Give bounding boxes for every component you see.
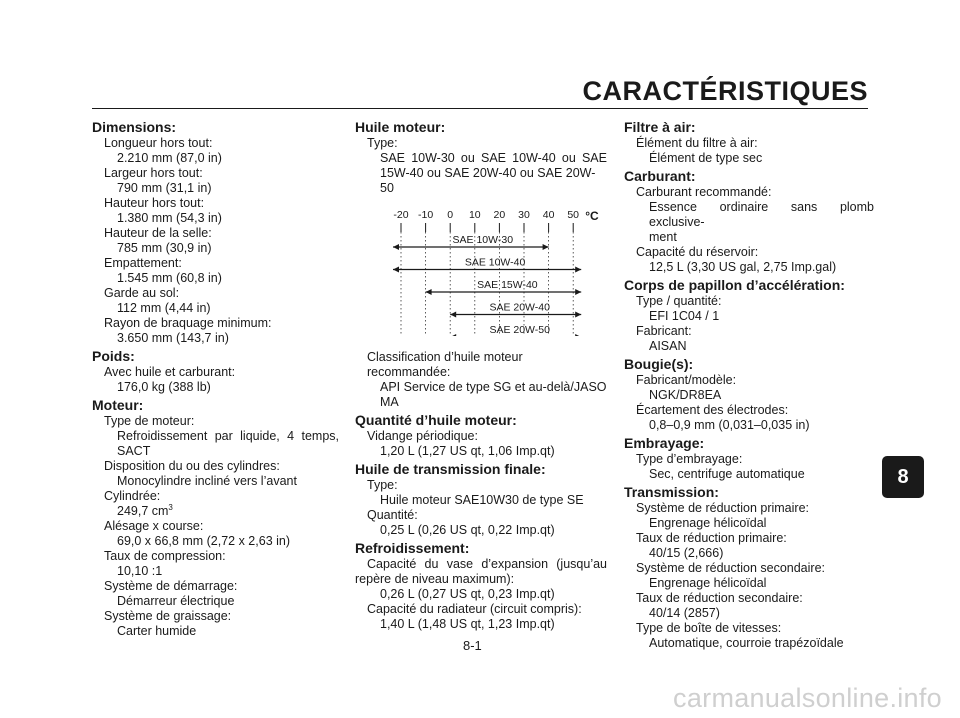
spec-label: Avec huile et carburant:: [104, 365, 236, 379]
spec-label: Écartement des électrodes:: [636, 403, 789, 417]
spec-list: [624, 501, 874, 651]
tick-label: 10: [468, 209, 481, 221]
spec-label: Taux de réduction secondaire:: [636, 591, 803, 605]
spec-value: 0,25 L (0,26 US qt, 0,22 Imp.qt): [380, 523, 555, 537]
watermark: carmanualsonline.info: [673, 683, 942, 713]
spec-value: MA: [380, 395, 399, 409]
spec-value: SACT: [117, 444, 151, 458]
tick-label: 20: [493, 209, 506, 221]
spec-label: Type de moteur:: [104, 414, 195, 428]
spec-label: Taux de compression:: [104, 549, 226, 563]
oil-viscosity-chart: [355, 206, 607, 336]
spec-value: 1,40 L (1,48 US qt, 1,23 Imp.qt): [380, 617, 555, 631]
column-middle: [355, 117, 607, 632]
spec-label: Type / quantité:: [636, 294, 722, 308]
range-arrow-left: [450, 312, 456, 318]
range-arrow-right: [575, 289, 581, 295]
range-arrow-right: [543, 244, 549, 250]
tick-label: 40: [542, 209, 555, 221]
section-heading: Moteur:: [92, 397, 144, 413]
section-heading: Poids:: [92, 348, 135, 364]
spec-value: ment: [649, 230, 677, 244]
series-label: SAE 20W-40: [489, 301, 550, 314]
range-arrow-right: [575, 334, 581, 336]
series-label: SAE 15W-40: [477, 279, 538, 291]
spec-value: Refroidissement par liquide, 4 temps,: [117, 429, 339, 443]
spec-value: 12,5 L (3,30 US gal, 2,75 Imp.gal): [649, 260, 837, 274]
spec-label: Garde au sol:: [104, 286, 180, 300]
spec-list: [92, 519, 339, 639]
range-arrow-left: [426, 289, 432, 295]
spec-label: Système de réduction primaire:: [636, 501, 809, 515]
spec-label: Carburant recommandé:: [636, 185, 772, 199]
spec-label: Quantité:: [367, 508, 418, 522]
cylinder-volume: 249,7 cm: [117, 504, 169, 518]
section-heading: Huile de transmission finale:: [355, 461, 546, 477]
tick-label: 0: [447, 209, 454, 221]
spec-list: [624, 245, 874, 275]
spec-value: 176,0 kg (388 lb): [117, 380, 211, 394]
section-heading: Transmission:: [624, 484, 719, 500]
spec-label: Élément du filtre à air:: [636, 136, 758, 150]
spec-label: Disposition du ou des cylindres:: [104, 459, 280, 473]
spec-label: Hauteur de la selle:: [104, 226, 212, 240]
spec-label: Fabricant:: [636, 324, 692, 338]
chapter-tab[interactable]: 8: [882, 456, 924, 498]
spec-label: Type:: [367, 136, 398, 150]
section-heading: Quantité d’huile moteur:: [355, 412, 517, 428]
spec-value: 1,20 L (1,27 US qt, 1,06 Imp.qt): [380, 444, 555, 458]
column-right: [624, 117, 874, 651]
spec-value: [92, 504, 339, 519]
spec-label: Type d’embrayage:: [636, 452, 743, 466]
spec-label: Rayon de braquage minimum:: [104, 316, 272, 330]
spec-value: 40/15 (2,666): [649, 546, 724, 560]
spec-list: [355, 429, 607, 459]
spec-label: Alésage x course:: [104, 519, 204, 533]
spec-value: Automatique, courroie trapézoïdale: [649, 636, 844, 650]
spec-value: 15W-40 ou SAE 20W-40 ou SAE 20W-50: [380, 166, 596, 195]
spec-value: SAE 10W-30 ou SAE 10W-40 ou SAE: [380, 151, 607, 165]
section-heading: Corps de papillon d’accélération:: [624, 277, 845, 293]
spec-value: EFI 1C04 / 1: [649, 309, 720, 323]
tick-label: 50: [567, 209, 580, 221]
unit-label: °C: [585, 209, 599, 223]
page-title: CARACTÉRISTIQUES: [582, 76, 868, 106]
spec-value: 2.210 mm (87,0 in): [117, 151, 222, 165]
spec-value: Huile moteur SAE10W30 de type SE: [380, 493, 584, 507]
spec-label: Capacité du réservoir:: [636, 245, 759, 259]
spec-list: [355, 587, 607, 632]
spec-value: 112 mm (4,44 in): [117, 301, 211, 315]
spec-label: Capacité du vase d’expansion (jusqu’au: [367, 557, 607, 571]
spec-label: Système de graissage:: [104, 609, 232, 623]
spec-value: API Service de type SG et au-delà/JASO: [380, 380, 607, 394]
spec-value: Élément de type sec: [649, 151, 763, 165]
spec-value: 3.650 mm (143,7 in): [117, 331, 229, 345]
spec-value: Sec, centrifuge automatique: [649, 467, 805, 481]
range-arrow-left: [450, 334, 456, 336]
range-arrow-left: [393, 267, 399, 273]
spec-value: Essence ordinaire sans plomb exclusive-: [649, 200, 874, 229]
series-label: SAE 10W-40: [464, 256, 526, 269]
section-heading: Dimensions:: [92, 119, 177, 135]
spec-value: Démarreur électrique: [117, 594, 235, 608]
oil-viscosity-chart-svg: [355, 206, 607, 336]
spec-value: Engrenage hélicoïdal: [649, 576, 767, 590]
page-number: 8-1: [463, 638, 482, 653]
spec-value: 1.380 mm (54,3 in): [117, 211, 222, 225]
section-heading: Bougie(s):: [624, 356, 694, 372]
spec-value: Carter humide: [117, 624, 197, 638]
section-heading: Filtre à air:: [624, 119, 696, 135]
spec-list: [624, 136, 874, 166]
spec-label: Largeur hors tout:: [104, 166, 203, 180]
spec-list: [92, 365, 339, 395]
spec-label: Hauteur hors tout:: [104, 196, 205, 210]
spec-value: 10,10 :1: [117, 564, 163, 578]
spec-label: Capacité du radiateur (circuit compris):: [367, 602, 582, 616]
spec-label: Classification d’huile moteur recommandée:: [367, 350, 523, 379]
tick-label: -10: [418, 209, 434, 221]
spec-label: Système de réduction secondaire:: [636, 561, 825, 575]
spec-label: Type de boîte de vitesses:: [636, 621, 782, 635]
spec-value: 785 mm (30,9 in): [117, 241, 212, 255]
section-heading: Huile moteur:: [355, 119, 446, 135]
range-arrow-left: [393, 244, 399, 250]
spec-label: Vidange périodique:: [367, 429, 478, 443]
series-label: SAE 10W-30: [452, 234, 514, 246]
spec-value: 0,8–0,9 mm (0,031–0,035 in): [649, 418, 810, 432]
title-rule: [92, 108, 868, 109]
spec-label: repère de niveau maximum):: [355, 572, 515, 586]
range-arrow-right: [575, 312, 581, 318]
spec-value: 0,26 L (0,27 US qt, 0,23 Imp.qt): [380, 587, 555, 601]
section-heading: Embrayage:: [624, 435, 705, 451]
spec-value: 790 mm (31,1 in): [117, 181, 212, 195]
spec-value: 40/14 (2857): [649, 606, 720, 620]
tick-label: -20: [393, 209, 409, 221]
spec-list: [92, 136, 339, 346]
spec-list: [624, 373, 874, 433]
spec-value: Monocylindre incliné vers l’avant: [117, 474, 297, 488]
spec-label: Fabricant/modèle:: [636, 373, 737, 387]
spec-value: 1.545 mm (60,8 in): [117, 271, 222, 285]
spec-label: Cylindrée:: [104, 489, 161, 503]
range-arrow-right: [575, 267, 581, 273]
spec-list: [624, 452, 874, 482]
column-left: [92, 117, 339, 639]
section-heading: Carburant:: [624, 168, 696, 184]
spec-label: Taux de réduction primaire:: [636, 531, 787, 545]
spec-value: Engrenage hélicoïdal: [649, 516, 767, 530]
spec-label: Empattement:: [104, 256, 182, 270]
spec-value: 69,0 x 66,8 mm (2,72 x 2,63 in): [117, 534, 291, 548]
spec-list: [624, 294, 874, 354]
spec-label: Système de démarrage:: [104, 579, 238, 593]
section-heading: Refroidissement:: [355, 540, 470, 556]
spec-list: [355, 478, 607, 538]
spec-label: Longueur hors tout:: [104, 136, 213, 150]
spec-label: Type:: [367, 478, 398, 492]
spec-value: NGK/DR8EA: [649, 388, 722, 402]
unit-exponent: 3: [168, 502, 173, 512]
tick-label: 30: [518, 209, 530, 221]
series-label: SAE 20W-50: [489, 324, 550, 336]
spec-value: AISAN: [649, 339, 687, 353]
